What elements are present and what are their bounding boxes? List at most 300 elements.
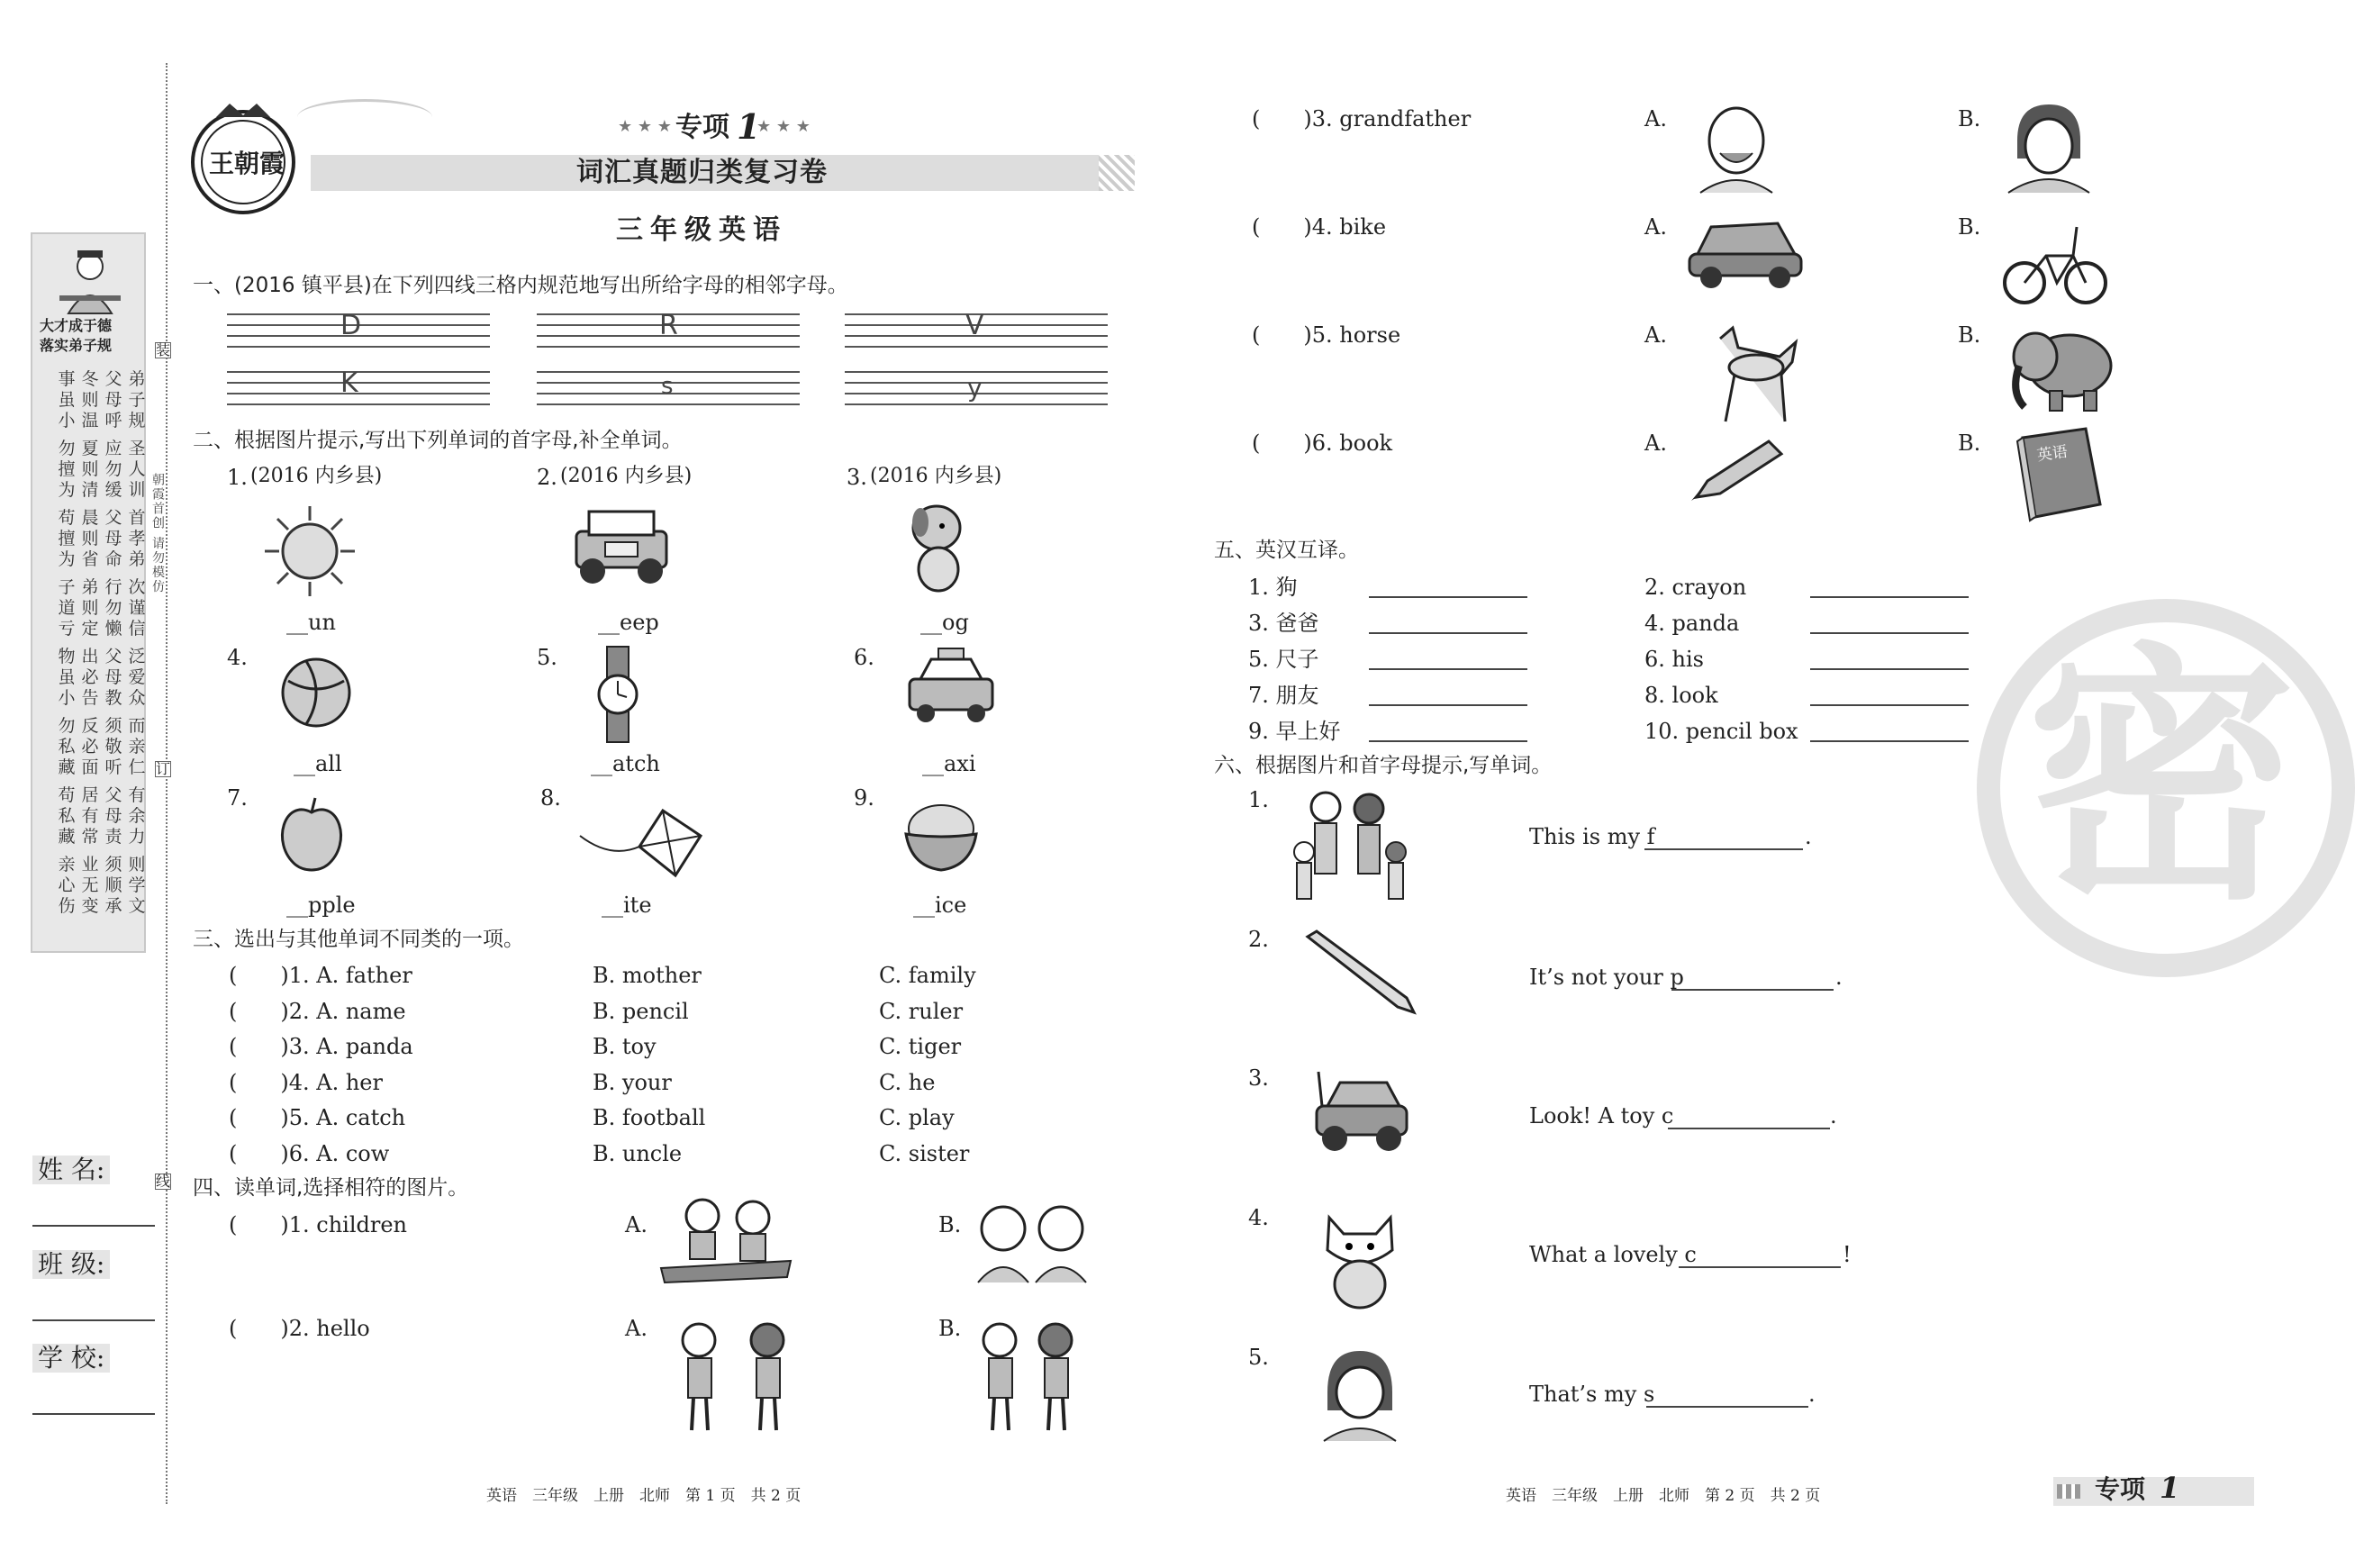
motto-char: 小	[58, 411, 76, 431]
motto-char: 事	[58, 369, 76, 389]
s6-item2-text: It’s not your p	[1529, 965, 1684, 990]
s4-q4-option-b[interactable]: B.	[1958, 214, 1981, 240]
s3-row4-q[interactable]: ( )4. A. her	[229, 1069, 383, 1095]
ribbon	[297, 99, 432, 135]
motto-char: 居	[81, 785, 99, 805]
motto-char: 伤	[58, 896, 76, 916]
motto-char: 父	[104, 369, 122, 389]
corner-tag-number: 1	[2160, 1471, 2180, 1505]
four-line-grid-5[interactable]	[537, 371, 800, 411]
motto-char	[104, 639, 122, 647]
s6-item3-text: Look! A toy c	[1529, 1103, 1674, 1128]
s3-row1-c: C. family	[879, 963, 976, 988]
motto-char: 苟	[58, 508, 76, 528]
motto-char: 信	[128, 619, 146, 639]
s5-item-10: 10. pencil box	[1644, 719, 1798, 744]
motto-char: 爱	[128, 667, 146, 687]
horse-picture	[1698, 321, 1810, 425]
motto-char: 则	[81, 390, 99, 410]
topic-stars-left: ★ ★ ★	[618, 117, 672, 136]
letter-D: D	[340, 310, 362, 341]
s2-item4-num: 4.	[227, 645, 248, 670]
motto-char: 亲	[58, 855, 76, 875]
left-footer: 英语 三年级 上册 北师 第 1 页 共 2 页	[486, 1487, 802, 1505]
motto-char	[81, 431, 99, 439]
four-line-grid-6[interactable]	[845, 371, 1108, 411]
motto-char: 冬	[81, 369, 99, 389]
s2-word-2: __eep	[598, 610, 659, 635]
s4-q2[interactable]: ( )2. hello	[229, 1316, 370, 1341]
s2-word-1: __un	[286, 610, 336, 635]
motto-char	[128, 778, 146, 785]
letter-K: K	[340, 367, 358, 399]
s4-q2-option-a[interactable]: A.	[625, 1316, 648, 1341]
s2-item9-num: 9.	[854, 785, 874, 811]
motto-char: 有	[81, 806, 99, 826]
motto-char: 首	[128, 508, 146, 528]
motto-char: 孝	[128, 529, 146, 548]
book-picture	[2010, 425, 2107, 522]
letter-R: R	[659, 310, 678, 341]
stamp-char: 密	[2026, 621, 2296, 936]
motto-char	[81, 570, 99, 577]
motto-char: 父	[104, 785, 122, 805]
topic-tag: 专项	[675, 112, 729, 143]
motto-column	[58, 369, 76, 917]
name-label: 姓 名:	[32, 1156, 110, 1184]
motto-char: 敬	[104, 737, 122, 757]
s5-answer-1[interactable]	[1369, 596, 1527, 598]
motto-char: 勿	[104, 598, 122, 618]
s5-answer-10[interactable]	[1810, 740, 1969, 742]
s4-q4[interactable]: ( )4. bike	[1252, 214, 1387, 240]
motto-char	[58, 847, 76, 855]
motto-char: 苟	[58, 785, 76, 805]
s2-word-7: __pple	[286, 893, 356, 918]
s4-q6-option-a[interactable]: A.	[1644, 431, 1667, 456]
s3-row6-q[interactable]: ( )6. A. cow	[229, 1140, 390, 1166]
grandparents-picture	[973, 1198, 1091, 1282]
s5-item-6: 6. his	[1644, 647, 1704, 672]
motto-char: 泛	[128, 647, 146, 666]
motto-char	[104, 709, 122, 716]
motto-char	[104, 570, 122, 577]
four-line-grid-2[interactable]	[537, 310, 800, 353]
motto-char: 则	[81, 529, 99, 548]
motto-char: 顺	[104, 875, 122, 895]
motto-char	[104, 431, 122, 439]
s3-row6-b: B. uncle	[593, 1140, 683, 1166]
s2-item3-num: 3.	[847, 465, 867, 490]
section2-heading: 二、根据图片提示,写出下列单词的首字母,补全单词。	[193, 429, 683, 452]
motto-char: 勿	[58, 439, 76, 458]
motto-char: 藏	[58, 757, 76, 777]
motto-char: 物	[58, 647, 76, 666]
brand-name: 王朝霞	[209, 149, 285, 178]
motto-char: 虽	[58, 390, 76, 410]
motto-char: 母	[104, 529, 122, 548]
motto-char	[58, 431, 76, 439]
corner-tag: 专项	[2095, 1474, 2146, 1504]
s3-row2-c: C. ruler	[879, 998, 964, 1024]
topic-number: 1	[737, 106, 761, 147]
elephant-picture	[2005, 321, 2116, 414]
section6-heading: 六、根据图片和首字母提示,写单词。	[1214, 754, 1553, 777]
s2-word-4: __all	[294, 751, 342, 776]
s2-item2-num: 2.	[537, 465, 557, 490]
bike-picture	[2001, 216, 2109, 315]
motto-char	[104, 847, 122, 855]
section5-heading: 五、英汉互译。	[1214, 539, 1359, 562]
s5-item-3: 3. 爸爸	[1248, 611, 1319, 636]
s2-item8-num: 8.	[540, 785, 561, 811]
sister-picture	[1318, 1347, 1401, 1441]
s6-item5-answer[interactable]	[1646, 1406, 1808, 1408]
motto-char	[58, 709, 76, 716]
s6-item5-text: That’s my s	[1529, 1382, 1655, 1407]
book-cover-text: 英语	[2035, 442, 2070, 466]
motto-char: 出	[81, 647, 99, 666]
s3-row1-q[interactable]: ( )1. A. father	[229, 963, 412, 988]
corner-tag-bar	[2053, 1474, 2254, 1506]
motto-char: 清	[81, 480, 99, 500]
s2-item1-num: 1.	[227, 465, 248, 490]
motto-char: 面	[81, 757, 99, 777]
s4-q1[interactable]: ( )1. children	[229, 1212, 407, 1237]
four-line-grid-3[interactable]	[845, 310, 1108, 353]
binding-dotted-line	[166, 63, 168, 1504]
s2-item2-source: (2016 内乡县)	[560, 465, 693, 487]
motto-char: 母	[104, 806, 122, 826]
s3-row1-b: B. mother	[593, 963, 702, 988]
motto-char: 众	[128, 688, 146, 708]
motto-char: 温	[81, 411, 99, 431]
section4-heading: 四、读单词,选择相符的图片。	[193, 1176, 469, 1200]
s4-q3[interactable]: ( )3. grandfather	[1252, 106, 1472, 131]
motto-char	[58, 501, 76, 508]
motto-char: 子	[58, 577, 76, 597]
motto-char	[81, 639, 99, 647]
motto-char: 须	[104, 855, 122, 875]
pencil-picture	[1297, 929, 1419, 1016]
taxi-picture	[904, 645, 998, 728]
motto-char: 须	[104, 716, 122, 736]
ball-picture	[279, 656, 353, 730]
motto-char	[58, 778, 76, 785]
motto-char: 父	[104, 508, 122, 528]
motto-char: 弟	[128, 369, 146, 389]
s5-answer-6[interactable]	[1810, 668, 1969, 670]
motto-char: 呼	[104, 411, 122, 431]
motto-char: 教	[104, 688, 122, 708]
motto-char: 常	[81, 827, 99, 847]
motto-char	[81, 778, 99, 785]
pen-picture	[1688, 436, 1785, 503]
motto-line-2: 落实弟子规	[40, 337, 113, 354]
grandmother-picture	[2001, 99, 2097, 193]
motto-char	[81, 847, 99, 855]
motto-char: 擅	[58, 459, 76, 479]
motto-char: 则	[81, 459, 99, 479]
children-talking-picture	[974, 1317, 1082, 1434]
s5-answer-3[interactable]	[1369, 632, 1527, 634]
motto-char: 有	[128, 785, 146, 805]
s2-item6-num: 6.	[854, 645, 874, 670]
motto-char: 次	[128, 577, 146, 597]
motto-char: 圣	[128, 439, 146, 458]
s3-row5-q[interactable]: ( )5. A. catch	[229, 1105, 406, 1130]
s6-item5-num: 5.	[1248, 1345, 1269, 1370]
s6-item3-end: .	[1830, 1103, 1837, 1128]
section1-heading: 一、(2016 镇平县)在下列四线三格内规范地写出所给字母的相邻字母。	[193, 274, 848, 297]
s3-row4-b: B. your	[593, 1069, 672, 1095]
motto-char: 训	[128, 480, 146, 500]
s3-row2-b: B. pencil	[593, 998, 689, 1024]
apple-picture	[276, 794, 348, 872]
motto-char: 勿	[104, 459, 122, 479]
motto-char: 反	[81, 716, 99, 736]
s6-item2-end: .	[1835, 965, 1843, 990]
motto-char: 虽	[58, 667, 76, 687]
grandfather-picture	[1693, 99, 1780, 193]
sun-picture	[263, 504, 357, 598]
s5-answer-2[interactable]	[1810, 596, 1969, 598]
s3-row6-c: C. sister	[879, 1140, 970, 1166]
motto-char: 行	[104, 577, 122, 597]
binding-mark-1: 装	[156, 341, 171, 358]
motto-char	[128, 570, 146, 577]
page-title: 词汇真题归类复习卷	[576, 157, 828, 188]
motto-char: 晨	[81, 508, 99, 528]
s6-item4-end: !	[1843, 1242, 1852, 1267]
motto-char: 弟	[128, 549, 146, 569]
corner-tag-squares	[2057, 1484, 2080, 1499]
motto-char: 亏	[58, 619, 76, 639]
s4-q2-option-b[interactable]: B.	[938, 1316, 962, 1341]
motto-char: 缓	[104, 480, 122, 500]
motto-char: 文	[128, 896, 146, 916]
motto-char	[128, 431, 146, 439]
motto-column	[104, 369, 122, 917]
motto-char: 无	[81, 875, 99, 895]
motto-char: 人	[128, 459, 146, 479]
motto-char	[104, 501, 122, 508]
s6-item2-num: 2.	[1248, 927, 1269, 952]
s5-answer-7[interactable]	[1369, 704, 1527, 706]
family-picture	[1286, 787, 1418, 904]
dizigui-text	[58, 369, 146, 917]
s5-item-4: 4. panda	[1644, 611, 1740, 636]
motto-char: 心	[58, 875, 76, 895]
s3-row5-b: B. football	[593, 1105, 706, 1130]
s4-q3-option-a[interactable]: A.	[1644, 106, 1667, 131]
watch-picture	[596, 645, 639, 744]
motto-char	[81, 709, 99, 716]
motto-char: 变	[81, 896, 99, 916]
cat-picture	[1317, 1207, 1403, 1311]
motto-char: 力	[128, 827, 146, 847]
motto-char	[58, 570, 76, 577]
s4-q5-option-b[interactable]: B.	[1958, 322, 1981, 348]
motto-char: 母	[104, 667, 122, 687]
s3-row2-q[interactable]: ( )2. A. name	[229, 998, 406, 1024]
school-field[interactable]	[32, 1413, 155, 1415]
letter-y: y	[967, 373, 983, 403]
children-waving-picture	[672, 1317, 798, 1434]
s2-word-8: __ite	[602, 893, 652, 918]
jeep-picture	[569, 504, 674, 587]
motto-line-1: 大才成于德	[40, 317, 113, 334]
s6-item3-num: 3.	[1248, 1065, 1269, 1091]
motto-char	[128, 709, 146, 716]
car-picture	[1684, 214, 1807, 290]
motto-char: 懒	[104, 619, 122, 639]
motto-char: 必	[81, 667, 99, 687]
motto-char: 则	[128, 855, 146, 875]
s3-row3-b: B. toy	[593, 1034, 657, 1059]
children-on-bench-picture	[656, 1196, 796, 1286]
motto-char: 为	[58, 549, 76, 569]
school-label: 学 校:	[32, 1344, 110, 1373]
toy-car-picture	[1309, 1070, 1410, 1160]
s2-word-9: __ice	[913, 893, 967, 918]
four-line-grid-1[interactable]	[227, 310, 490, 353]
rice-bowl-picture	[902, 798, 980, 875]
motto-char: 私	[58, 737, 76, 757]
s6-item1-text: This is my f	[1529, 824, 1655, 849]
binding-mark-3: 线	[156, 1173, 171, 1190]
kite-picture	[575, 805, 710, 881]
topic-stars-right: ★ ★ ★	[756, 117, 811, 136]
vertical-note: 朝霞首创 请勿模仿	[150, 473, 165, 594]
s6-item4-text: What a lovely c	[1529, 1242, 1697, 1267]
class-label: 班 级:	[32, 1250, 110, 1279]
s5-answer-8[interactable]	[1810, 704, 1969, 706]
name-field[interactable]	[32, 1225, 155, 1227]
s5-item-7: 7. 朋友	[1248, 683, 1319, 708]
s2-word-5: __atch	[591, 751, 660, 776]
motto-char: 勿	[58, 716, 76, 736]
s4-q6-option-b[interactable]: B.	[1958, 431, 1981, 456]
motto-char: 听	[104, 757, 122, 777]
s2-item7-num: 7.	[227, 785, 248, 811]
letter-s: s	[661, 373, 674, 400]
s6-item5-end: .	[1808, 1382, 1816, 1407]
s6-item1-end: .	[1805, 824, 1812, 849]
motto-char: 仁	[128, 757, 146, 777]
s3-row4-c: C. he	[879, 1069, 936, 1095]
s6-item3-answer[interactable]	[1668, 1128, 1830, 1129]
motto-char: 省	[81, 549, 99, 569]
motto-column	[81, 369, 99, 917]
s4-q1-option-b[interactable]: B.	[938, 1212, 962, 1237]
s6-item2-answer[interactable]	[1671, 989, 1834, 991]
s4-q5-option-a[interactable]: A.	[1644, 322, 1667, 348]
motto-char: 子	[128, 390, 146, 410]
s5-item-1: 1. 狗	[1248, 575, 1298, 600]
motto-char	[104, 778, 122, 785]
s2-item5-num: 5.	[537, 645, 557, 670]
section3-heading: 三、选出与其他单词不同类的一项。	[193, 928, 524, 951]
s2-word-3: __og	[920, 610, 969, 635]
motto-char: 道	[58, 598, 76, 618]
s6-item4-answer[interactable]	[1679, 1266, 1841, 1268]
motto-char: 学	[128, 875, 146, 895]
page-subtitle: 三年级英语	[616, 214, 787, 246]
motto-char: 私	[58, 806, 76, 826]
motto-char: 定	[81, 619, 99, 639]
motto-char: 擅	[58, 529, 76, 548]
binding-mark-2: 订	[156, 760, 171, 777]
s2-word-6: __axi	[922, 751, 976, 776]
s6-item1-answer[interactable]	[1644, 848, 1803, 850]
s2-item3-source: (2016 内乡县)	[870, 465, 1002, 487]
letter-V: V	[965, 310, 984, 341]
s5-answer-4[interactable]	[1810, 632, 1969, 634]
s4-q1-option-a[interactable]: A.	[625, 1212, 648, 1237]
motto-char: 余	[128, 806, 146, 826]
right-footer: 英语 三年级 上册 北师 第 2 页 共 2 页	[1506, 1487, 1821, 1505]
s5-answer-5[interactable]	[1369, 668, 1527, 670]
motto-char: 弟	[81, 577, 99, 597]
four-line-grid-4[interactable]	[227, 367, 490, 411]
motto-char: 则	[81, 598, 99, 618]
motto-char: 而	[128, 716, 146, 736]
motto-char: 规	[128, 411, 146, 431]
s5-item-9: 9. 早上好	[1248, 719, 1341, 744]
s6-item4-num: 4.	[1248, 1205, 1269, 1230]
s4-q4-option-a[interactable]: A.	[1644, 214, 1667, 240]
s4-q5[interactable]: ( )5. horse	[1252, 322, 1401, 348]
s6-item1-num: 1.	[1248, 787, 1269, 812]
motto-char	[128, 847, 146, 855]
s5-item-5: 5. 尺子	[1248, 647, 1319, 672]
motto-char	[128, 501, 146, 508]
motto-char: 承	[104, 896, 122, 916]
motto-column	[128, 369, 146, 917]
scholar-illustration	[52, 241, 128, 317]
motto-char: 必	[81, 737, 99, 757]
class-field[interactable]	[32, 1319, 155, 1321]
motto-char: 小	[58, 688, 76, 708]
s5-item-2: 2. crayon	[1644, 575, 1747, 600]
motto-char: 谨	[128, 598, 146, 618]
s2-item1-source: (2016 内乡县)	[250, 465, 383, 487]
s5-item-8: 8. look	[1644, 683, 1718, 708]
motto-char: 夏	[81, 439, 99, 458]
motto-char: 为	[58, 480, 76, 500]
motto-char	[58, 639, 76, 647]
motto-char: 藏	[58, 827, 76, 847]
motto-char: 父	[104, 647, 122, 666]
title-band-pattern	[1099, 155, 1135, 191]
s3-row5-c: C. play	[879, 1105, 955, 1130]
s5-answer-9[interactable]	[1369, 740, 1527, 742]
s4-q6[interactable]: ( )6. book	[1252, 431, 1393, 456]
motto-char: 母	[104, 390, 122, 410]
motto-char: 亲	[128, 737, 146, 757]
motto-char: 应	[104, 439, 122, 458]
motto-char: 告	[81, 688, 99, 708]
dog-picture	[901, 501, 973, 594]
motto-char	[81, 501, 99, 508]
motto-char	[128, 639, 146, 647]
s4-q3-option-b[interactable]: B.	[1958, 106, 1981, 131]
motto-char: 命	[104, 549, 122, 569]
motto-char: 责	[104, 827, 122, 847]
s3-row3-q[interactable]: ( )3. A. panda	[229, 1034, 413, 1059]
motto-char: 业	[81, 855, 99, 875]
